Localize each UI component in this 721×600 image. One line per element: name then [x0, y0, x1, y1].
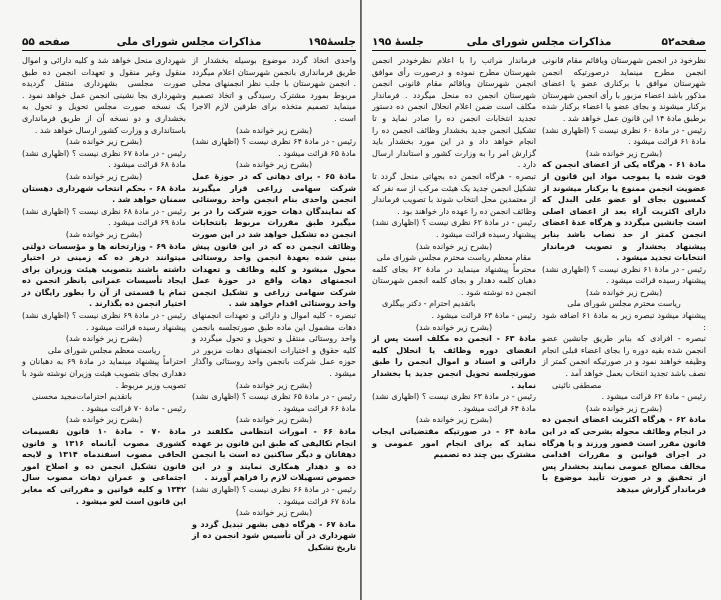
signature-line: باتقدیم احترام - دکتر بیگلری [382, 299, 476, 309]
text-paragraph: رئیس - در مادهٔ ۶۷ نظری نیست ؟ (اظهاری نشد) مادهٔ ۶۸ قرائت میشود . [22, 148, 186, 170]
centered-note: (بشرح زیر خوانده شد) [235, 415, 313, 425]
article-paragraph: مادهٔ ۶۶ - امورات انتظامی مکلفند در انجام تکالیفی که طبق این قانون بر عهده دهقانان و دیگر ساکنین ده است با انجمن ده و دهدار همکاری نمایند و در این خصوص تسهیلات لازم را فراهم آورند . [192, 427, 356, 483]
article-paragraph: مادهٔ ۶۵ - برای دهاتی که در حوزهٔ عمل شرکت سهامی زراعی قرار میگیرند انجمن واحدی بنام انجمن واحد روستائی که نمایندگان دهات حوزه شرکت را در بر میگیرد طبق مقررات مربوط بانتخابات انجمن ده تشکیل خواهد شد در این صورت وظائف انجمن ده که در این قانون پیش بینی شده بعهدهٔ انجمن واحد روستائی محول میشود و کلیه وظائف و تعهدات انجمنهای دهات واقع در حوزهٔ عمل شرکت سهامی زراعی و تشکیل انجمن واحد روستائی اقدام خواهد شد . [192, 171, 356, 309]
article-paragraph: مادهٔ ۶۳ - انجمن ده مکلف است پس از انقضای دوره وظائف یا انحلال کلیه دارائی و اسناد و اموال انجمن را طبق صورتجلسه تحویل انجمن جدید یا بخشدار نماید . [372, 334, 536, 390]
page-header [22, 36, 356, 51]
centered-note: (بشرح زیر خوانده شد) [235, 160, 313, 170]
article-paragraph: مادهٔ ۶۴ - در صورتیکه مقتضیاتی ایجاب نماید که برای انجام امور عمومی و مشترک بین چند ده تصمیم [372, 427, 536, 460]
article-paragraph: مادهٔ ۶۲ - هرگاه اکثریت اعضای انجمن ده در انجام وظائف محوله بشرحی که در این قانون مقرر است قصور ورزند و یا هرگاه در اجرای قوانین و مقررات اقدامی مخالف مصالح عمومی نمایند بخشدار پس از تحقیق و در صورت تأیید موضوع با فرماندار گزارش میدهد [542, 415, 706, 494]
centered-note: (بشرح زیر خوانده شد) [65, 137, 143, 147]
text-paragraph: واحدی اتخاذ گردد موضوع بوسیله بخشدار از طریق فرمانداری بانجمن شهرستان اعلام میگردد . انجمن شهرستان با جلب نظر انجمنهای محلی مربوط بمورد مشترک رسیدگی و اتخاذ تصمیم مینماید تصمیم متخذه برای طرفین لازم الاجرا است . [192, 56, 356, 123]
centered-note: (بشرح زیر خوانده شد) [65, 415, 143, 425]
text-paragraph: رئیس - مادهٔ ۶۲ قرائت میشود . [601, 392, 706, 402]
signature-line: باتقدیم احترامات‌مجید محسنی [32, 392, 132, 402]
text-column-right [542, 55, 706, 496]
text-paragraph: فرماندار مراتب را با اعلام نظرخوددر انجمن شهرستان مطرح نموده و درصورت رأی موافق انجمن شهرستان ویاقائم مقام قانونی انجمن شهرستان انجمن ده منحل میگردد . فرماندار مکلف است ضمن اعلام انحلال انجمن ده دستور تجدید انتخابات انجمن ده را صادر نماید و تا تشکیل انجمن جدید بخشدار وظائف انجمن ده را انجام خواهد داد و در این مورد بخشدار باید گزارش امر را به وزارت کشور و استاندار ارسال دارد . [372, 56, 536, 170]
centered-note: (بشرح زیر خوانده شد) [415, 241, 493, 251]
article-paragraph: مادهٔ ۶۱ - هرگاه یکی از اعضای انجمن که فوت شده یا بموجب مواد این قانون از عضویت انجمن ممنوع یا برکنار میشوند از کمسیون بجای او عضو علی البدل که دارای اکثریت آراء بعد از اعضای اصلی است جانشین میگردد و هرگاه عدهٔ اعضای انجمن کمتر از حد نصاب باشد بنابر پیشنهاد بخشدار و تصویب فرماندار انتخابات تجدید میشود . [542, 160, 706, 263]
centered-note: مقام معظم ریاست محترم مجلس شورای ملی [376, 253, 532, 263]
centered-note: ریاست محترم مجلس شورای ملی [567, 299, 681, 309]
text-paragraph: شهرداری منحل خواهد شد و کلیه دارائی و اموال منقول وغیر منقول و تعهدات انجمن ده طبق صورت مجلسی بشهرداری منتقل گردیده وشهرداری بجا نشینی انجمن عمل خواهد نمود . یک نسخه صورت مجلس تحویل و تحول به بخشداری و دو نسخه آن از طریق فرمانداری باستانداری و وزارت کشور ارسال خواهد شد . [22, 56, 186, 135]
text-paragraph: رئیس - مادهٔ ۶۳ قرائت میشود . [431, 311, 536, 321]
centered-note: (بشرح زیر خوانده شد) [235, 125, 313, 135]
centered-note: (بشرح زیر خوانده شد) [65, 334, 143, 344]
session-number: جلسهٔ۱۹۵ [307, 36, 356, 48]
text-paragraph: رئیس - در مادهٔ ۶۳ نظری نیست ؟ (اظهاری نشد) مادهٔ ۶۴ قرائت میشود . [372, 392, 536, 413]
page-left [0, 0, 360, 600]
signature-line: مصطفی نائینی [552, 380, 602, 390]
running-title: مذاکرات مجلس شورای ملی [116, 36, 262, 48]
text-paragraph: رئیس - در مادهٔ ۶۲ نظری نیست ؟ (اظهاری نشد) پیشنهاد رسیده قرائت میشود . [372, 218, 536, 239]
centered-note: ریاست معظم مجلس شورای ملی [47, 345, 161, 355]
text-column-right [192, 55, 356, 554]
article-paragraph: مادهٔ ۶۸ - بحکم انتخاب شهرداری دهستان سمنان خواهد شد . [22, 183, 187, 205]
centered-note: (بشرح زیر خوانده شد) [415, 415, 493, 425]
article-paragraph: مادهٔ ۶۹ - وزارتخانه ها و مؤسسات دولتی میتوانند درهر ده که زمینی در اختیار داشته باشند بتصویب هیئت وزیران برای ایجاد تأسیسات عمرانی بانظر انجمن ده تمام یا قسمتی از آن را بطور رایگان در اختیار انجمن ده بگذارند . [22, 241, 186, 309]
text-paragraph: تبصره - افرادی که بنابر طریق جانشین عضو انجمن شده بقیه دوره را بجای اعضاء قبلی انجام وظیفه خواهند نمود و در صورتیکه انجمن کمتر از نصف باشد تجدید انتخاب بعمل خواهد آمد . [542, 334, 706, 379]
text-paragraph: تبصره - کلیه اموال و دارائی و تعهدات انجمنهای دهات مشمول این ماده طبق صورتجلسه بانجمن واحد روستائی منتقل و تحویل و تحول میگردد و کلیه حقوق و اختیارات انجمنهای دهات مزبور در حوزه عمل شرکت بانجمن واحد روستائی واگذار میشود . [192, 311, 356, 379]
text-paragraph: نظرخود در انجمن شهرستان ویاقائم مقام قانونی انجمن مطرح مینماید درصورتیکه انجمن شهرستان موافق با برکناری عضو یا اعضای مذکور باشد اعضاء مزبور با رأی انجمن شهرستان برکنار میشوند و بجای عضو یا اعضاء برکنار شده برطبق مادهٔ ۱۴ این قانون عمل خواهد شد . [542, 56, 706, 123]
page-right [362, 0, 721, 600]
page-number: صفحه۵۲ [661, 36, 706, 48]
centered-note: (بشرح زیر خوانده شد) [415, 322, 493, 332]
page-number: صفحه ۵۵ [22, 36, 71, 48]
text-paragraph: رئیس - در مادهٔ ۶۴ نظری نیست ؟ (اظهاری نشد) مادهٔ ۶۵ قرائت میشود . [192, 137, 356, 158]
text-paragraph: پیشنهاد میشود تبصره زیر به مادهٔ ۶۱ اضافه شود : [542, 311, 706, 332]
centered-note: (بشرح زیر خوانده شد) [585, 148, 663, 158]
text-paragraph: تبصره - هرگاه انجمن ده بجهاتی منحل گردد تا تشکیل انجمن جدید یک هیئت مرکب از سه نفر که از معتمدین محل انتخاب شوند با تصویب فرماندار وظائف انجمن ده را عهده دار خواهند بود . [372, 171, 536, 216]
session-number: جلسهٔ ۱۹۵ [372, 36, 424, 48]
text-column-left [372, 55, 536, 461]
text-paragraph: محترماً پیشنهاد مینماید در مادهٔ ۶۲ بجای کلمه دهبان کلمه دهدار و بجای کلمه انجمن شهرستان انجمن ده نوشته شود . [372, 264, 536, 297]
text-paragraph: رئیس - در مادهٔ ۶۱ نظری نیست ؟ (اظهاری نشد) پیشنهاد رسیده قرائت میشود . [542, 264, 706, 286]
text-paragraph: احتراماً پیشنهاد مینماید در مادهٔ ۶۹ به دهبانان و دهداری بجای بتصویب هیئت وزیران نوشته شود با تصویب وزیر مربوط . [22, 357, 186, 390]
page-header [372, 36, 706, 51]
text-paragraph: رئیس - در مادهٔ ۶۵ نظری نیست ؟ (اظهاری نشد) مادهٔ ۶۶ قرائت میشود . [192, 392, 356, 413]
text-column-left [22, 55, 186, 507]
centered-note: (بشرح زیر خوانده شد) [65, 171, 143, 181]
text-paragraph: رئیس - در مادهٔ ۶۰ نظری نیست ؟ (اظهاری نشد) مادهٔ ۶۱ قرائت میشود . [542, 125, 706, 147]
centered-note: (بشرح زیر خوانده شد) [65, 229, 143, 239]
text-paragraph: رئیس - در مادهٔ ۶۹ نظری نیست ؟ (اظهاری نشد) پیشنهاد رسیده قرائت میشود . [22, 311, 186, 332]
text-paragraph: رئیس - مادهٔ ۷۰ قرائت میشود . [81, 403, 186, 413]
centered-note: (بشرح زیر خوانده شد) [235, 508, 313, 518]
article-paragraph: مادهٔ ۶۷ - هرگاه دهی بشهر تبدیل گردد و شهرداری در آن تأسیس شود انجمن ده از تاریخ تشکیل [192, 519, 356, 552]
text-paragraph: رئیس - در مادهٔ ۶۸ نظری نیست ؟ (اظهاری نشد) مادهٔ ۶۹ قرائت میشود . [22, 206, 186, 228]
centered-note: (بشرح زیر خوانده شد) [235, 380, 313, 390]
text-paragraph: رئیس - در مادهٔ ۶۶ نظری نیست ؟ (اظهاری نشد) مادهٔ ۶۷ قرائت میشود . [192, 484, 356, 506]
article-paragraph: مادهٔ ۷۰ - مادهٔ ۱۰ قانون تقسیمات کشوری مصوب آبانماه ۱۳۱۶ و قانون الحاقی مصوب اسفندماه ۱۳۱۴ و لایحه قانون تشکیل انجمن ده و اصلاح امور اجتماعی و عمران دهات مصوب سال ۱۳۴۲ و کلیه قوانین و مقرراتی که مغایر این قانون است لغو میشود . [22, 427, 187, 506]
centered-note: (بشرح زیر خوانده شد) [585, 287, 663, 297]
centered-note: (بشرح زیر خوانده شد) [585, 403, 663, 413]
running-title: مذاکرات مجلس شورای ملی [466, 36, 612, 48]
